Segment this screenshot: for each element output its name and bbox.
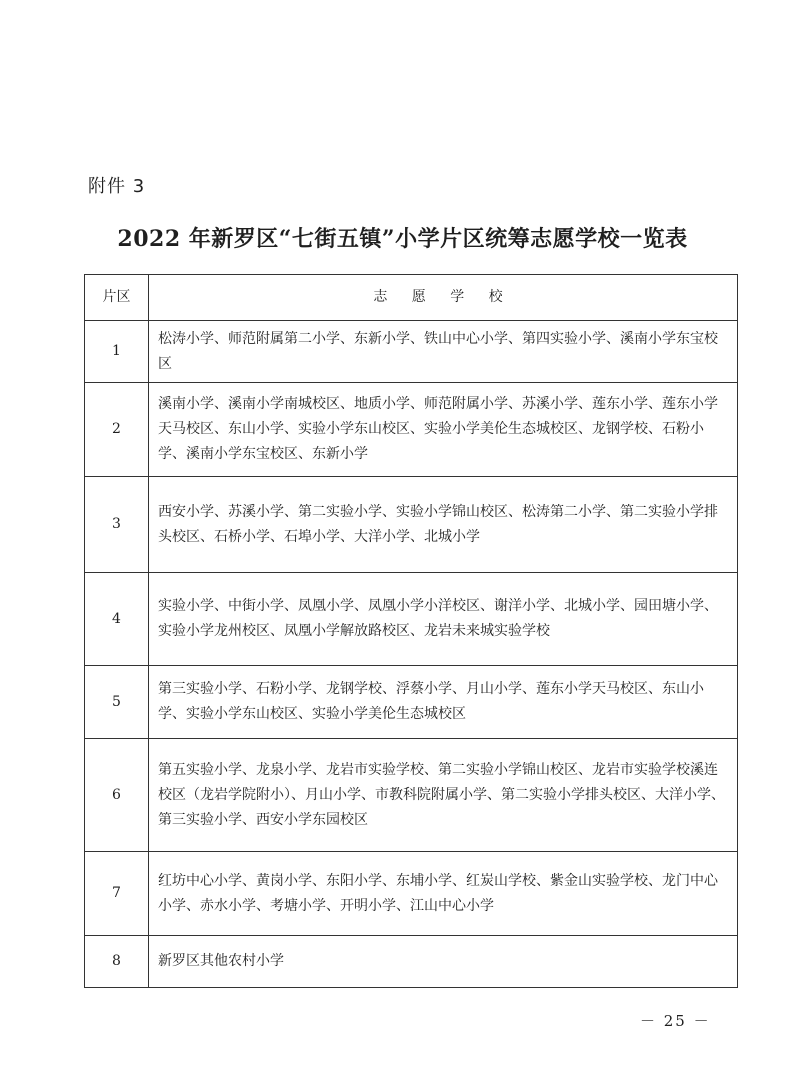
school-list: 西安小学、苏溪小学、第二实验小学、实验小学锦山校区、松涛第二小学、第二实验小学排头校区、石桥小学、石埠小学、大洋小学、北城小学 bbox=[149, 477, 738, 573]
school-list: 实验小学、中街小学、凤凰小学、凤凰小学小洋校区、谢洋小学、北城小学、园田塘小学、实验小学龙州校区、凤凰小学解放路校区、龙岩未来城实验学校 bbox=[149, 573, 738, 666]
zone-schools-table bbox=[84, 274, 738, 988]
table-row bbox=[85, 573, 738, 666]
table-row bbox=[85, 666, 738, 739]
page-number: － 25 － bbox=[640, 1012, 711, 1030]
table-row bbox=[85, 321, 738, 383]
zone-number: 8 bbox=[85, 936, 149, 988]
zone-number: 3 bbox=[85, 477, 149, 573]
school-list: 第五实验小学、龙泉小学、龙岩市实验学校、第二实验小学锦山校区、龙岩市实验学校溪连校区（龙岩学院附小）、月山小学、市教科院附属小学、第二实验小学排头校区、大洋小学、第三实验小学、西安小学东园校区 bbox=[149, 739, 738, 852]
zone-number: 5 bbox=[85, 666, 149, 739]
attachment-label: 附件 3 bbox=[88, 176, 146, 197]
table-header-row bbox=[85, 275, 738, 321]
header-schools: 志 愿 学 校 bbox=[149, 275, 738, 321]
school-list: 松涛小学、师范附属第二小学、东新小学、铁山中心小学、第四实验小学、溪南小学东宝校区 bbox=[149, 321, 738, 383]
zone-number: 4 bbox=[85, 573, 149, 666]
table-row bbox=[85, 477, 738, 573]
zone-number: 6 bbox=[85, 739, 149, 852]
school-list: 溪南小学、溪南小学南城校区、地质小学、师范附属小学、苏溪小学、莲东小学、莲东小学天马校区、东山小学、实验小学东山校区、实验小学美伦生态城校区、龙钢学校、石粉小学、溪南小学东宝校区、东新小学 bbox=[149, 383, 738, 477]
table-row bbox=[85, 739, 738, 852]
table-row bbox=[85, 936, 738, 988]
zone-number: 1 bbox=[85, 321, 149, 383]
zone-number: 7 bbox=[85, 852, 149, 936]
table-row bbox=[85, 852, 738, 936]
school-list: 新罗区其他农村小学 bbox=[149, 936, 738, 988]
school-list: 第三实验小学、石粉小学、龙钢学校、浮蔡小学、月山小学、莲东小学天马校区、东山小学、实验小学东山校区、实验小学美伦生态城校区 bbox=[149, 666, 738, 739]
zone-number: 2 bbox=[85, 383, 149, 477]
document-title: 2022 年新罗区“七街五镇”小学片区统筹志愿学校一览表 bbox=[117, 226, 688, 252]
school-list: 红坊中心小学、黄岗小学、东阳小学、东埔小学、红炭山学校、紫金山实验学校、龙门中心小学、赤水小学、考塘小学、开明小学、江山中心小学 bbox=[149, 852, 738, 936]
table-row bbox=[85, 383, 738, 477]
header-zone: 片区 bbox=[85, 275, 149, 321]
